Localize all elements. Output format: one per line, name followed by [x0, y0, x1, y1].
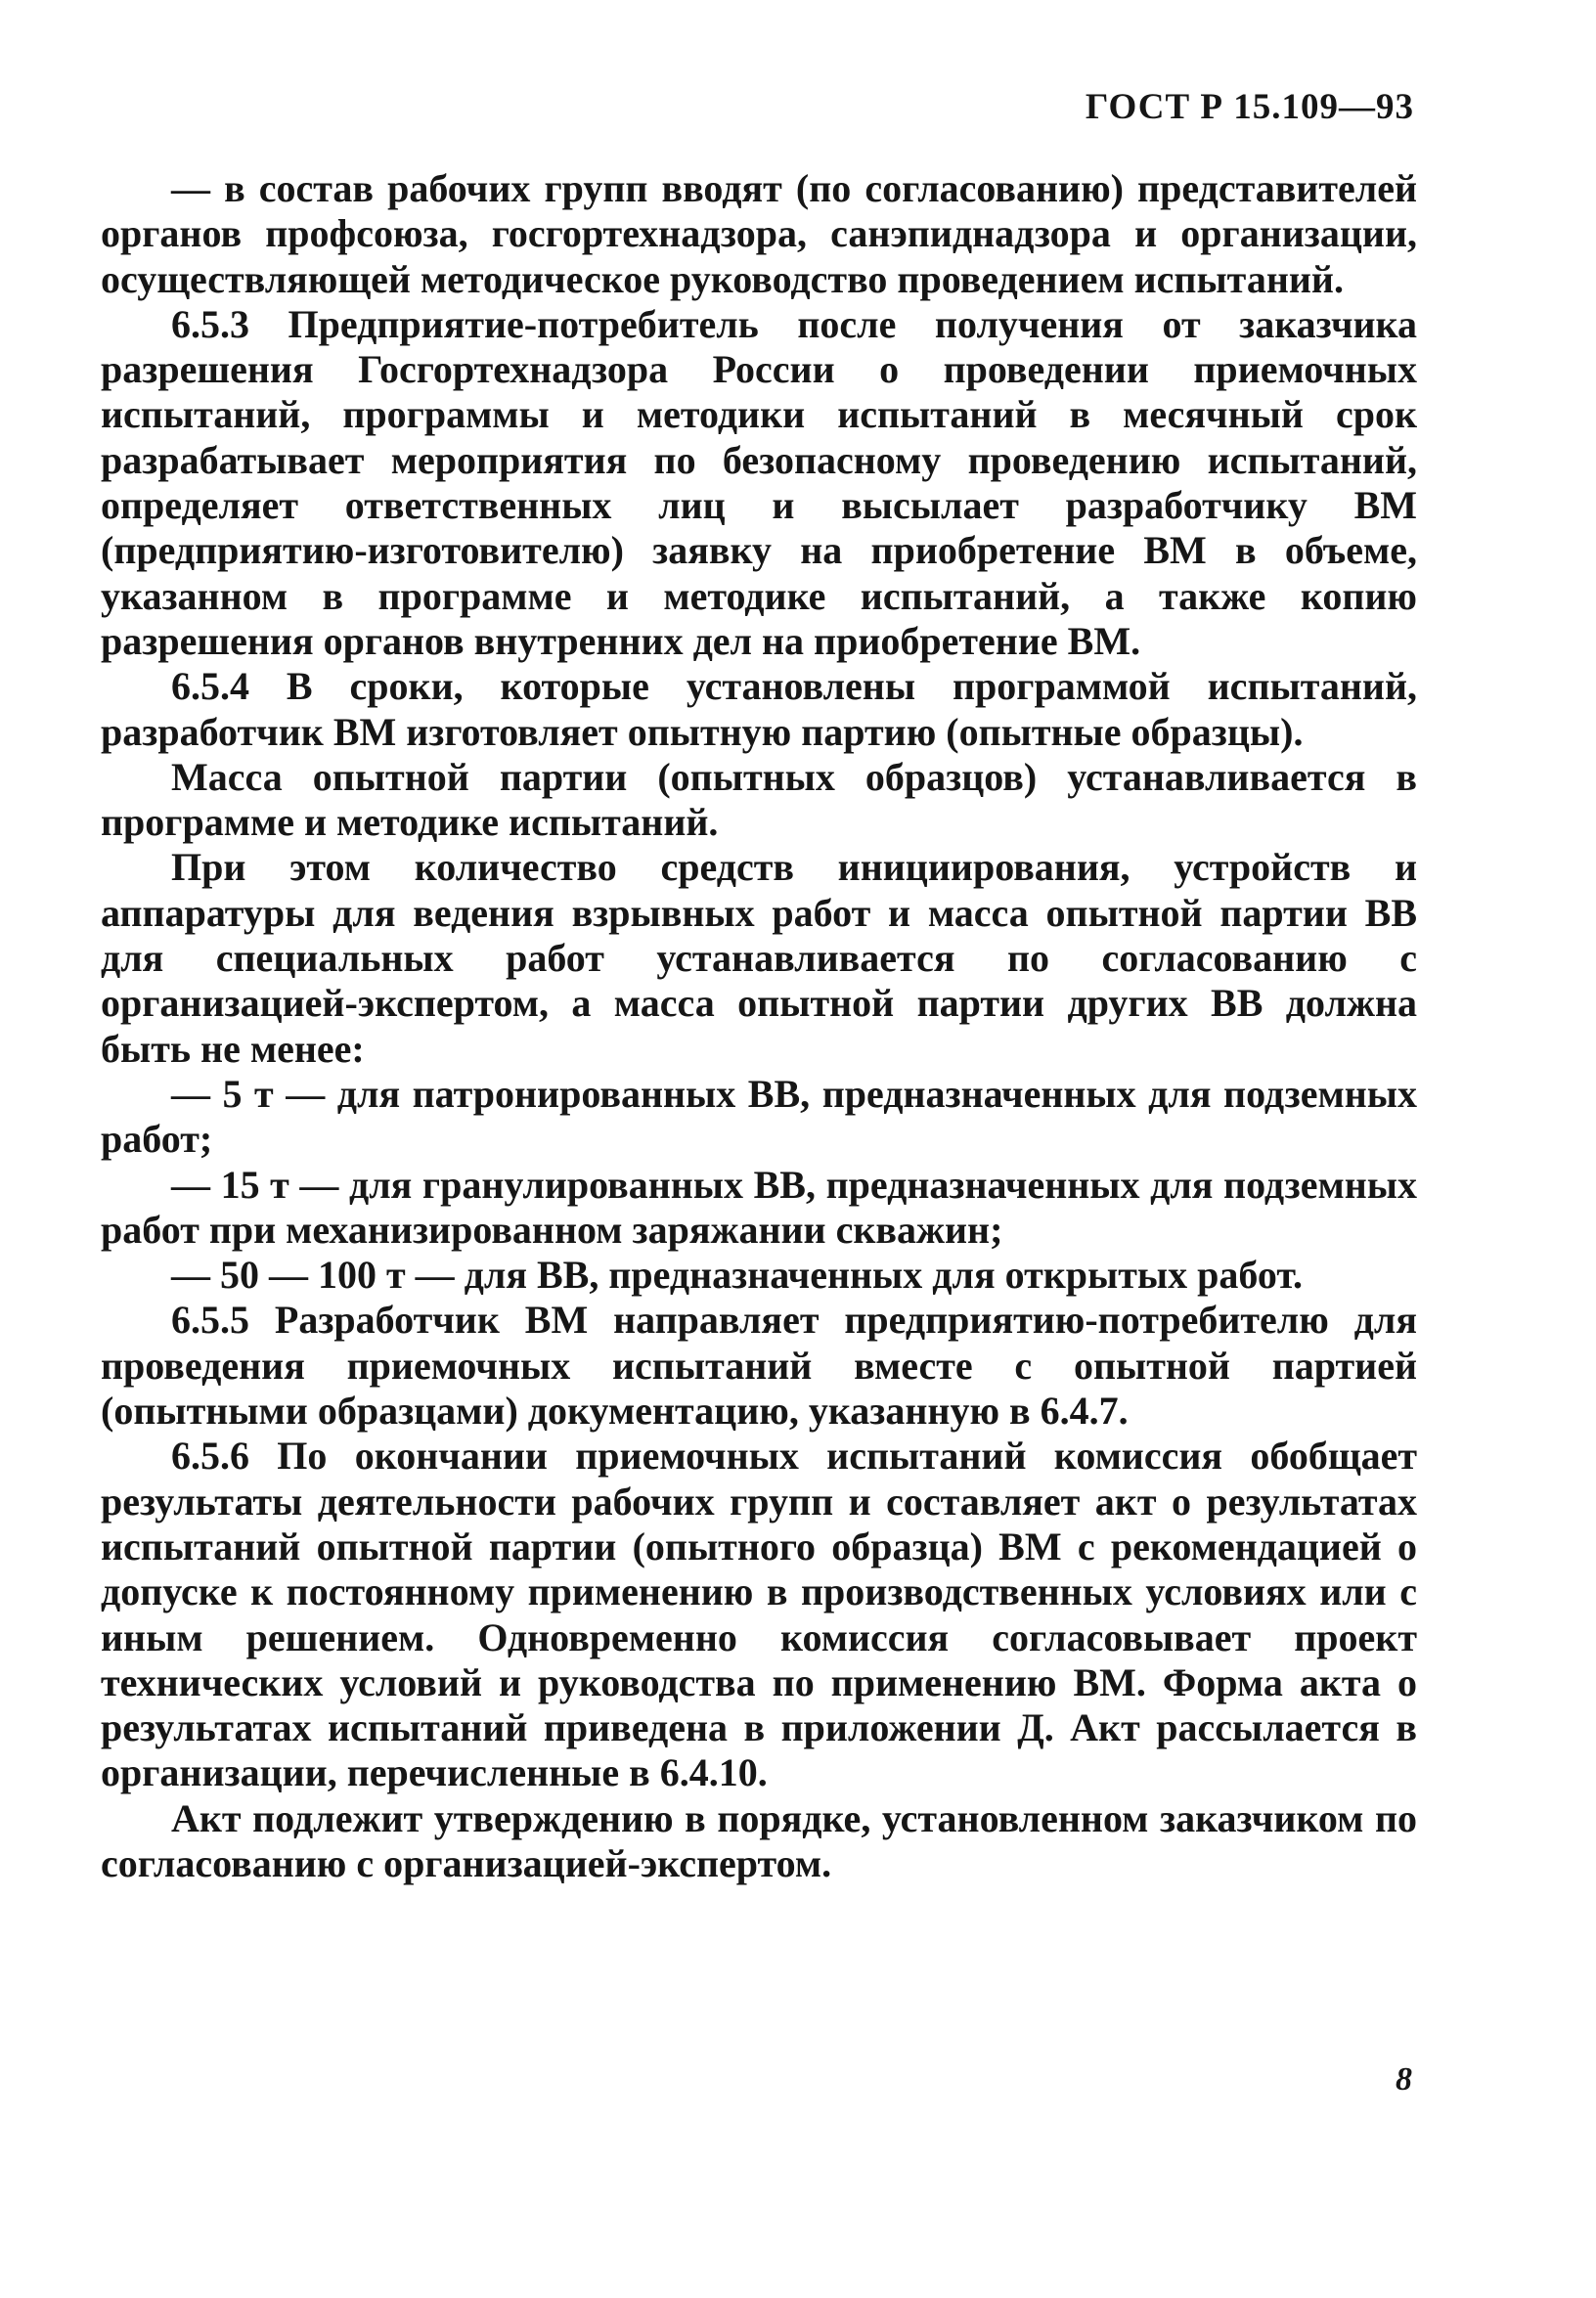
paragraph-quantities: При этом количество средств инициирования, устройств и аппаратуры для ведения взрывных работ и масса опытной партии ВВ для специальных работ устанавливается по согласованию с организацией-экспертом, а масса опытной партии других ВВ должна быть не менее: [101, 845, 1417, 1071]
paragraph-6-5-3: 6.5.3 Предприятие-потребитель после получения от заказчика разрешения Госгортехнадзора России о проведении приемочных испытаний, программы и методики испытаний в месячный срок разрабатывает мероприятия по безопасному проведению испытаний, определяет ответственных лиц и высылает разработчику ВМ (предприятию-изготовителю) заявку на приобретение ВМ в объеме, указанном в программе и методике испытаний, а также копию разрешения органов внутренних дел на приобретение ВМ. [101, 301, 1417, 663]
paragraph-6-5-4: 6.5.4 В сроки, которые установлены программой испытаний, разработчик ВМ изготовляет опытную партию (опытные образцы). [101, 664, 1417, 754]
paragraph-approval: Акт подлежит утверждению в порядке, установленном заказчиком по согласованию с организацией-экспертом. [101, 1795, 1417, 1885]
document-header: ГОСТ Р 15.109—93 [1085, 87, 1414, 127]
paragraph-6-5-6: 6.5.6 По окончании приемочных испытаний комиссия обобщает результаты деятельности рабочих групп и составляет акт о результатах испытаний опытной партии (опытного образца) ВМ с рекомендацией о допуске к постоянному применению в производственных условиях или с иным решением. Одновременно комиссия согласовывает проект технических условий и руководства по применению ВМ. Форма акта о результатах испытаний приведена в приложении Д. Акт рассылается в организации, перечисленные в 6.4.10. [101, 1434, 1417, 1795]
page-number: 8 [1396, 2061, 1412, 2098]
list-item-15t: — 15 т — для гранулированных ВВ, предназначенных для подземных работ при механизированном заряжании скважин; [101, 1162, 1417, 1252]
list-item-5t: — 5 т — для патронированных ВВ, предназначенных для подземных работ; [101, 1071, 1417, 1162]
document-body [101, 166, 1417, 1886]
paragraph-mass: Масса опытной партии (опытных образцов) устанавливается в программе и методике испытаний. [101, 754, 1417, 845]
paragraph-6-5-5: 6.5.5 Разработчик ВМ направляет предприятию-потребителю для проведения приемочных испытаний вместе с опытной партией (опытными образцами) документацию, указанную в 6.4.7. [101, 1298, 1417, 1434]
list-item-50-100t: — 50 — 100 т — для ВВ, предназначенных для открытых работ. [171, 1253, 1303, 1298]
paragraph-working-groups: — в состав рабочих групп вводят (по согласованию) представителей органов профсоюза, госгортехнадзора, санэпиднадзора и организации, осуществляющей методическое руководство проведением испытаний. [101, 166, 1417, 301]
